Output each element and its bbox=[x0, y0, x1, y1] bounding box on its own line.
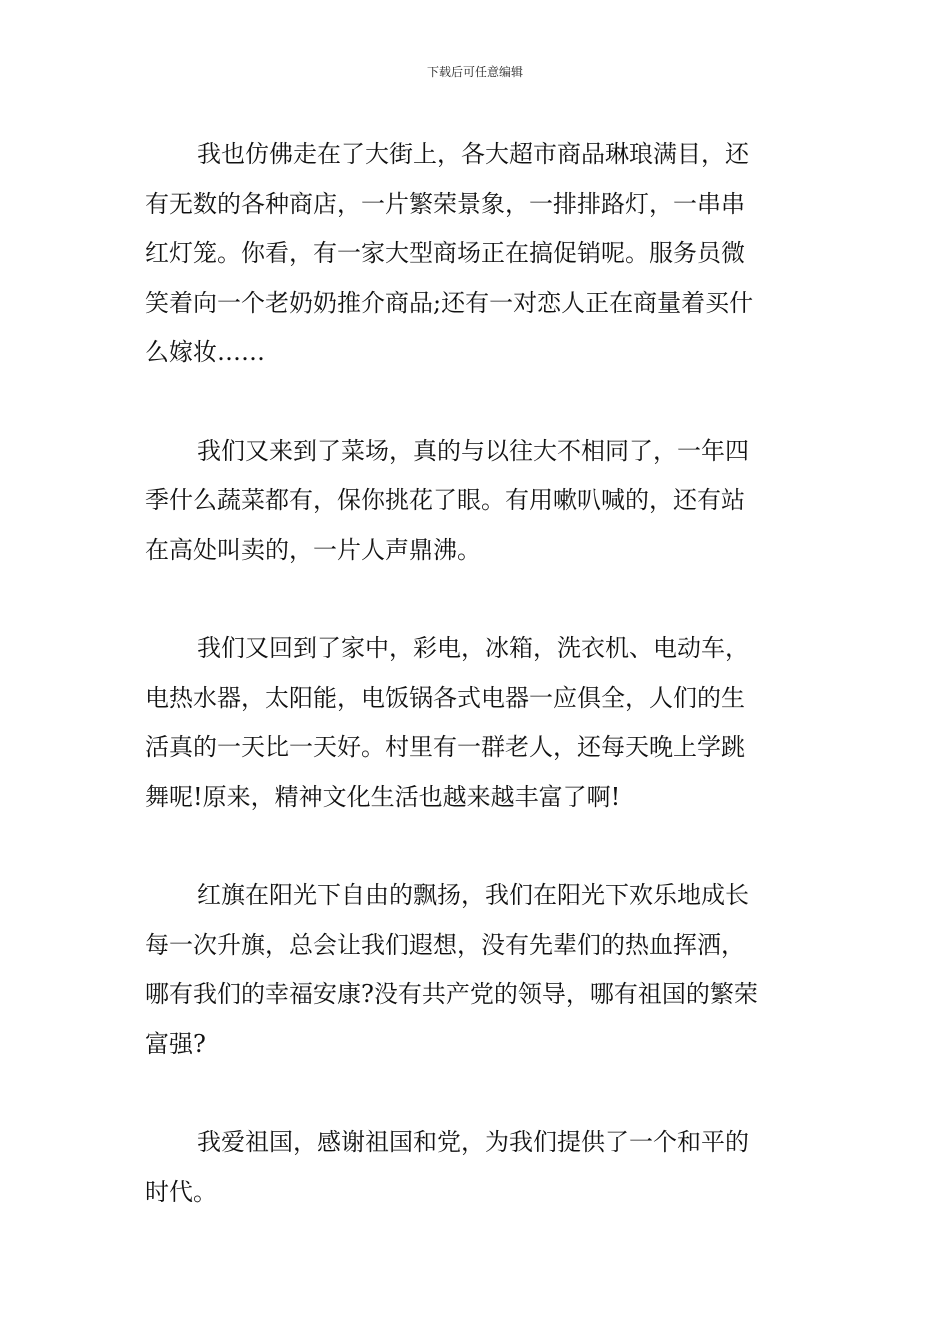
paragraph-line: 电热水器，太阳能，电饭锅各式电器一应俱全，人们的生 bbox=[145, 683, 745, 712]
paragraph-line: 富强? bbox=[145, 1029, 206, 1058]
paragraph-line: 我也仿佛走在了大街上，各大超市商品琳琅满目，还 bbox=[197, 140, 749, 168]
paragraph-line: 活真的一天比一天好。村里有一群老人，还每天晚上学跳 bbox=[145, 733, 745, 761]
paragraph-line: 红灯笼。你看，有一家大型商场正在搞促销呢。服务员微 bbox=[145, 239, 745, 267]
page-header: 下载后可任意编辑 bbox=[426, 65, 523, 79]
paragraph-line: 我们又回到了家中，彩电，冰箱，洗衣机、电动车， bbox=[197, 634, 749, 662]
paragraph-line: 有无数的各种商店，一片繁荣景象，一排排路灯，一串串 bbox=[145, 189, 745, 218]
paragraph-line: 在高处叫卖的，一片人声鼎沸。 bbox=[145, 535, 481, 564]
paragraph-line: 季什么蔬菜都有，保你挑花了眼。有用嗽叭喊的，还有站 bbox=[145, 486, 745, 514]
paragraph-line: 我们又来到了菜场，真的与以往大不相同了，一年四 bbox=[197, 436, 749, 465]
paragraph-1 bbox=[145, 130, 809, 378]
paragraph-line: 我爱祖国，感谢祖国和党，为我们提供了一个和平的 bbox=[197, 1128, 749, 1156]
paragraph-line: 舞呢!原来，精神文化生活也越来越丰富了啊! bbox=[145, 782, 621, 811]
paragraph-2 bbox=[145, 427, 809, 576]
paragraph-line: 红旗在阳光下自由的飘扬，我们在阳光下欢乐地成长 bbox=[197, 881, 749, 909]
paragraph-line: 时代。 bbox=[145, 1177, 217, 1206]
paragraph-line: 哪有我们的幸福安康?没有共产党的领导，哪有祖国的繁荣 bbox=[145, 980, 758, 1008]
document-body bbox=[145, 130, 809, 1266]
paragraph-line: 笑着向一个老奶奶推介商品;还有一对恋人正在商量着买什 bbox=[145, 288, 754, 317]
paragraph-line: 么嫁妆…… bbox=[145, 338, 265, 366]
paragraph-5 bbox=[145, 1118, 809, 1217]
paragraph-line: 每一次升旗，总会让我们遐想，没有先辈们的热血挥洒， bbox=[145, 930, 745, 959]
paragraph-4 bbox=[145, 871, 809, 1069]
paragraph-3 bbox=[145, 624, 809, 822]
